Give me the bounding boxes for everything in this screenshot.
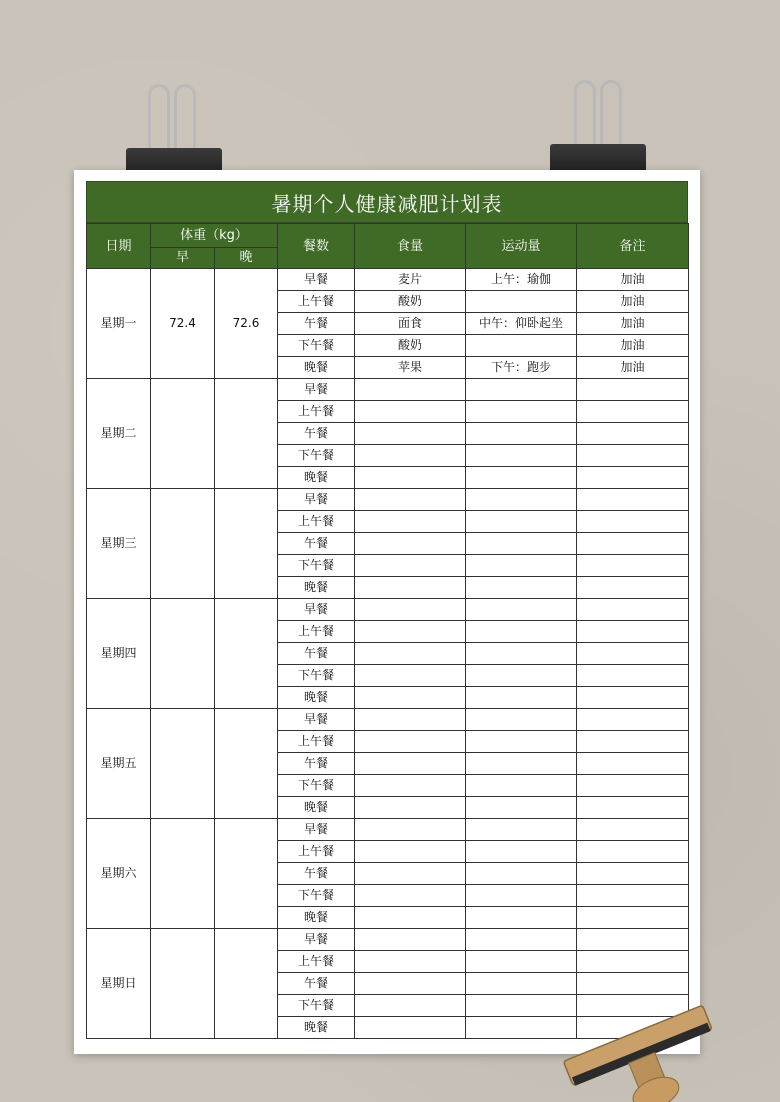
meal-label: 午餐 xyxy=(278,423,355,445)
page-title: 暑期个人健康减肥计划表 xyxy=(86,181,688,223)
header-date: 日期 xyxy=(87,224,151,269)
table-row xyxy=(87,599,689,621)
table-row xyxy=(87,489,689,511)
exercise-cell[interactable] xyxy=(466,621,577,643)
meal-label: 早餐 xyxy=(278,599,355,621)
exercise-cell[interactable] xyxy=(466,489,577,511)
note-cell[interactable] xyxy=(577,731,689,753)
food-cell[interactable] xyxy=(355,577,466,599)
note-cell[interactable] xyxy=(577,379,689,401)
header-food: 食量 xyxy=(355,224,466,269)
note-cell[interactable] xyxy=(577,929,689,951)
meal-label: 早餐 xyxy=(278,379,355,401)
plan-table-body xyxy=(87,269,689,1039)
weight-evening-cell[interactable] xyxy=(215,379,278,489)
meal-label: 下午餐 xyxy=(278,335,355,357)
day-label: 星期日 xyxy=(87,929,151,1039)
food-cell[interactable] xyxy=(355,819,466,841)
exercise-cell[interactable] xyxy=(466,643,577,665)
weight-evening-cell[interactable] xyxy=(215,929,278,1039)
food-cell[interactable] xyxy=(355,555,466,577)
day-label: 星期一 xyxy=(87,269,151,379)
note-cell[interactable] xyxy=(577,555,689,577)
note-cell[interactable] xyxy=(577,489,689,511)
exercise-cell[interactable] xyxy=(466,753,577,775)
food-cell[interactable]: 酸奶 xyxy=(355,335,466,357)
note-cell[interactable] xyxy=(577,687,689,709)
exercise-cell[interactable] xyxy=(466,423,577,445)
food-cell[interactable] xyxy=(355,841,466,863)
note-cell[interactable] xyxy=(577,511,689,533)
food-cell[interactable] xyxy=(355,665,466,687)
meal-label: 晚餐 xyxy=(278,357,355,379)
food-cell[interactable] xyxy=(355,643,466,665)
exercise-cell[interactable] xyxy=(466,819,577,841)
note-cell[interactable] xyxy=(577,951,689,973)
note-cell[interactable] xyxy=(577,599,689,621)
header-meal: 餐数 xyxy=(278,224,355,269)
exercise-cell[interactable] xyxy=(466,599,577,621)
day-label: 星期五 xyxy=(87,709,151,819)
food-cell[interactable] xyxy=(355,885,466,907)
table-row xyxy=(87,929,689,951)
food-cell[interactable] xyxy=(355,863,466,885)
meal-label: 午餐 xyxy=(278,973,355,995)
day-label: 星期二 xyxy=(87,379,151,489)
food-cell[interactable] xyxy=(355,951,466,973)
meal-label: 午餐 xyxy=(278,753,355,775)
day-label: 星期三 xyxy=(87,489,151,599)
exercise-cell[interactable] xyxy=(466,577,577,599)
weight-morning-cell[interactable] xyxy=(151,599,215,709)
note-cell[interactable] xyxy=(577,643,689,665)
meal-label: 上午餐 xyxy=(278,621,355,643)
meal-label: 上午餐 xyxy=(278,401,355,423)
meal-label: 早餐 xyxy=(278,269,355,291)
meal-label: 上午餐 xyxy=(278,511,355,533)
food-cell[interactable] xyxy=(355,731,466,753)
note-cell[interactable] xyxy=(577,401,689,423)
note-cell[interactable] xyxy=(577,753,689,775)
meal-label: 早餐 xyxy=(278,929,355,951)
food-cell[interactable] xyxy=(355,467,466,489)
header-weight-evening: 晚 xyxy=(215,248,278,269)
table-row xyxy=(87,709,689,731)
exercise-cell[interactable] xyxy=(466,335,577,357)
exercise-cell[interactable]: 中午：仰卧起坐 xyxy=(466,313,577,335)
note-cell[interactable] xyxy=(577,907,689,929)
note-cell[interactable]: 加油 xyxy=(577,313,689,335)
food-cell[interactable] xyxy=(355,599,466,621)
note-cell[interactable] xyxy=(577,445,689,467)
exercise-cell[interactable] xyxy=(466,291,577,313)
food-cell[interactable] xyxy=(355,687,466,709)
meal-label: 下午餐 xyxy=(278,775,355,797)
meal-label: 下午餐 xyxy=(278,555,355,577)
exercise-cell[interactable] xyxy=(466,907,577,929)
day-label: 星期六 xyxy=(87,819,151,929)
exercise-cell[interactable] xyxy=(466,731,577,753)
exercise-cell[interactable] xyxy=(466,687,577,709)
food-cell[interactable] xyxy=(355,797,466,819)
exercise-cell[interactable] xyxy=(466,445,577,467)
food-cell[interactable] xyxy=(355,423,466,445)
meal-label: 下午餐 xyxy=(278,665,355,687)
food-cell[interactable]: 酸奶 xyxy=(355,291,466,313)
exercise-cell[interactable] xyxy=(466,467,577,489)
meal-label: 下午餐 xyxy=(278,885,355,907)
meal-label: 晚餐 xyxy=(278,577,355,599)
weight-morning-cell[interactable] xyxy=(151,709,215,819)
note-cell[interactable] xyxy=(577,885,689,907)
food-cell[interactable]: 面食 xyxy=(355,313,466,335)
exercise-cell[interactable] xyxy=(466,929,577,951)
exercise-cell[interactable] xyxy=(466,665,577,687)
header-note: 备注 xyxy=(577,224,689,269)
note-cell[interactable] xyxy=(577,665,689,687)
exercise-cell[interactable] xyxy=(466,401,577,423)
meal-label: 早餐 xyxy=(278,489,355,511)
food-cell[interactable] xyxy=(355,995,466,1017)
meal-label: 上午餐 xyxy=(278,951,355,973)
note-cell[interactable] xyxy=(577,423,689,445)
meal-label: 午餐 xyxy=(278,643,355,665)
meal-label: 上午餐 xyxy=(278,291,355,313)
plan-sheet xyxy=(86,181,688,1039)
header-exercise: 运动量 xyxy=(466,224,577,269)
note-cell[interactable] xyxy=(577,863,689,885)
food-cell[interactable]: 麦片 xyxy=(355,269,466,291)
exercise-cell[interactable]: 上午：瑜伽 xyxy=(466,269,577,291)
note-cell[interactable] xyxy=(577,775,689,797)
weight-evening-cell[interactable] xyxy=(215,709,278,819)
food-cell[interactable] xyxy=(355,753,466,775)
note-cell[interactable]: 加油 xyxy=(577,335,689,357)
meal-label: 晚餐 xyxy=(278,1017,355,1039)
exercise-cell[interactable] xyxy=(466,511,577,533)
meal-label: 晚餐 xyxy=(278,687,355,709)
food-cell[interactable] xyxy=(355,533,466,555)
header-weight: 体重（kg） xyxy=(151,224,278,248)
meal-label: 早餐 xyxy=(278,819,355,841)
food-cell[interactable] xyxy=(355,775,466,797)
exercise-cell[interactable] xyxy=(466,951,577,973)
exercise-cell[interactable] xyxy=(466,841,577,863)
meal-label: 下午餐 xyxy=(278,445,355,467)
meal-label: 午餐 xyxy=(278,863,355,885)
food-cell[interactable] xyxy=(355,709,466,731)
food-cell[interactable] xyxy=(355,973,466,995)
table-row xyxy=(87,269,689,291)
note-cell[interactable] xyxy=(577,709,689,731)
food-cell[interactable] xyxy=(355,621,466,643)
weight-evening-cell[interactable]: 72.6 xyxy=(215,269,278,379)
note-cell[interactable] xyxy=(577,467,689,489)
meal-label: 上午餐 xyxy=(278,841,355,863)
food-cell[interactable] xyxy=(355,489,466,511)
day-label: 星期四 xyxy=(87,599,151,709)
weight-evening-cell[interactable] xyxy=(215,819,278,929)
meal-label: 早餐 xyxy=(278,709,355,731)
stamp-decoration xyxy=(545,990,745,1102)
exercise-cell[interactable] xyxy=(466,885,577,907)
food-cell[interactable] xyxy=(355,929,466,951)
weight-morning-cell[interactable] xyxy=(151,379,215,489)
meal-label: 晚餐 xyxy=(278,907,355,929)
note-cell[interactable] xyxy=(577,819,689,841)
weight-evening-cell[interactable] xyxy=(215,489,278,599)
exercise-cell[interactable] xyxy=(466,775,577,797)
exercise-cell[interactable] xyxy=(466,379,577,401)
exercise-cell[interactable] xyxy=(466,709,577,731)
food-cell[interactable] xyxy=(355,1017,466,1039)
food-cell[interactable] xyxy=(355,401,466,423)
note-cell[interactable] xyxy=(577,621,689,643)
meal-label: 午餐 xyxy=(278,533,355,555)
meal-label: 晚餐 xyxy=(278,467,355,489)
note-cell[interactable] xyxy=(577,841,689,863)
note-cell[interactable]: 加油 xyxy=(577,291,689,313)
table-row xyxy=(87,379,689,401)
note-cell[interactable] xyxy=(577,797,689,819)
weight-evening-cell[interactable] xyxy=(215,599,278,709)
weight-morning-cell[interactable] xyxy=(151,489,215,599)
meal-label: 晚餐 xyxy=(278,797,355,819)
weight-morning-cell[interactable]: 72.4 xyxy=(151,269,215,379)
note-cell[interactable] xyxy=(577,533,689,555)
weight-morning-cell[interactable] xyxy=(151,929,215,1039)
weight-morning-cell[interactable] xyxy=(151,819,215,929)
meal-label: 上午餐 xyxy=(278,731,355,753)
exercise-cell[interactable] xyxy=(466,555,577,577)
plan-table xyxy=(86,223,689,1039)
food-cell[interactable] xyxy=(355,511,466,533)
meal-label: 下午餐 xyxy=(278,995,355,1017)
meal-label: 午餐 xyxy=(278,313,355,335)
food-cell[interactable]: 苹果 xyxy=(355,357,466,379)
note-cell[interactable]: 加油 xyxy=(577,269,689,291)
food-cell[interactable] xyxy=(355,907,466,929)
table-row xyxy=(87,819,689,841)
food-cell[interactable] xyxy=(355,445,466,467)
header-weight-morning: 早 xyxy=(151,248,215,269)
exercise-cell[interactable] xyxy=(466,533,577,555)
exercise-cell[interactable] xyxy=(466,863,577,885)
exercise-cell[interactable] xyxy=(466,797,577,819)
exercise-cell[interactable]: 下午：跑步 xyxy=(466,357,577,379)
note-cell[interactable] xyxy=(577,577,689,599)
food-cell[interactable] xyxy=(355,379,466,401)
note-cell[interactable]: 加油 xyxy=(577,357,689,379)
